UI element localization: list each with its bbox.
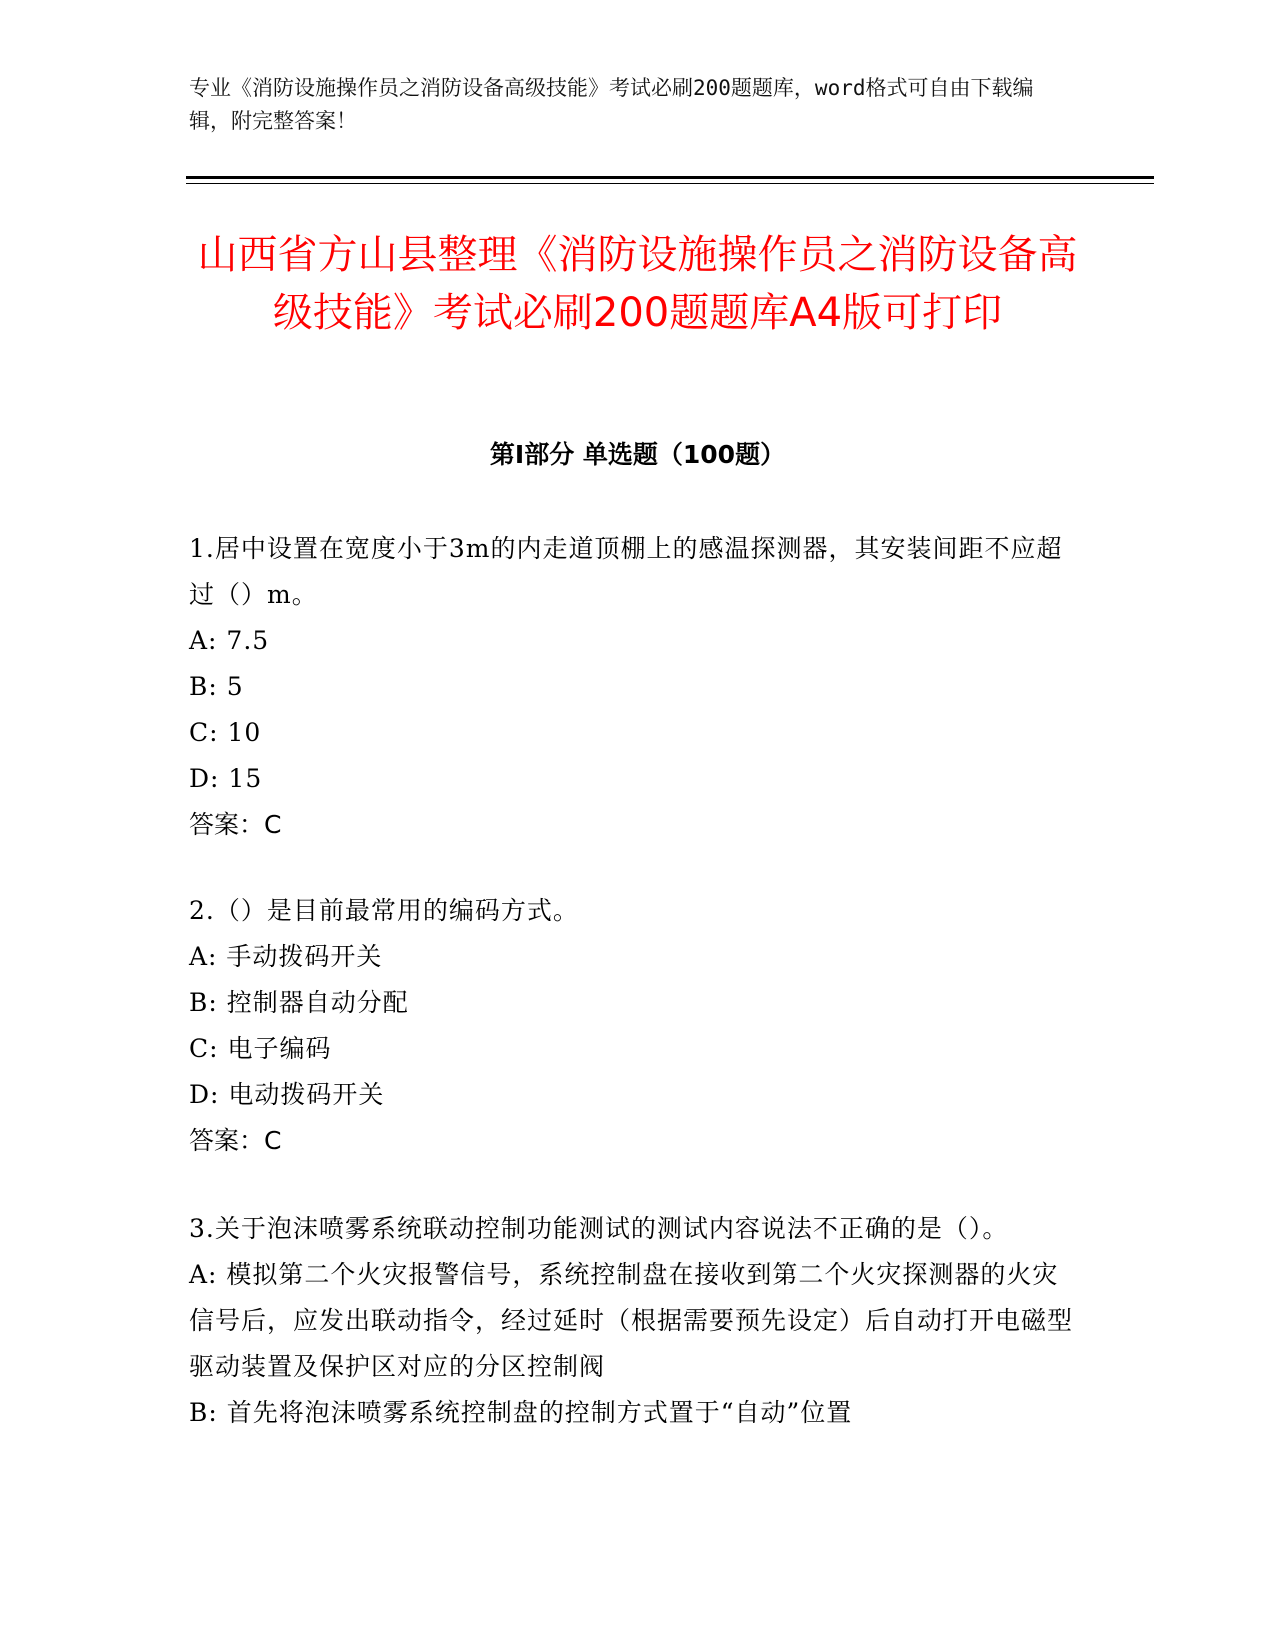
answer-line: 答案：C [189, 810, 282, 839]
option-d: D: 15 [189, 764, 263, 793]
question-2 [189, 888, 1074, 1164]
option-a: A: 模拟第二个火灾报警信号，系统控制盘在接收到第二个火灾探测器的火灾信号后，应发出联动指令，经过延时（根据需要预先设定）后自动打开电磁型驱动装置及保护区对应的分区控制阀 [189, 1260, 1074, 1381]
question-text: 3.关于泡沫喷雾系统联动控制功能测试的测试内容说法不正确的是（）。 [189, 1214, 1009, 1243]
header-rule-thick [186, 176, 1154, 179]
question-1 [189, 526, 1074, 848]
answer-line: 答案：C [189, 1126, 282, 1155]
option-d: D: 电动拨码开关 [189, 1080, 385, 1109]
section-title: 第Ⅰ部分 单选题（100题） [489, 440, 786, 469]
option-b: B: 控制器自动分配 [189, 988, 409, 1017]
option-c: C: 电子编码 [189, 1034, 332, 1063]
option-b: B: 首先将泡沫喷雾系统控制盘的控制方式置于“自动”位置 [189, 1398, 853, 1427]
question-3 [189, 1206, 1074, 1436]
header-rule-thin [186, 183, 1154, 184]
option-a: A: 手动拨码开关 [189, 942, 383, 971]
option-c: C: 10 [189, 718, 262, 747]
header-note: 专业《消防设施操作员之消防设备高级技能》考试必刷200题题库，word格式可自由下载编辑，附完整答案！ [189, 76, 1034, 133]
question-text: 1.居中设置在宽度小于3m的内走道顶棚上的感温探测器，其安装间距不应超过（）m。 [189, 534, 1063, 609]
question-text: 2.（）是目前最常用的编码方式。 [189, 896, 579, 925]
option-b: B: 5 [189, 672, 244, 701]
document-title: 山西省方山县整理《消防设施操作员之消防设备高级技能》考试必刷200题题库A4版可打印 [197, 232, 1078, 336]
option-a: A: 7.5 [189, 626, 270, 655]
